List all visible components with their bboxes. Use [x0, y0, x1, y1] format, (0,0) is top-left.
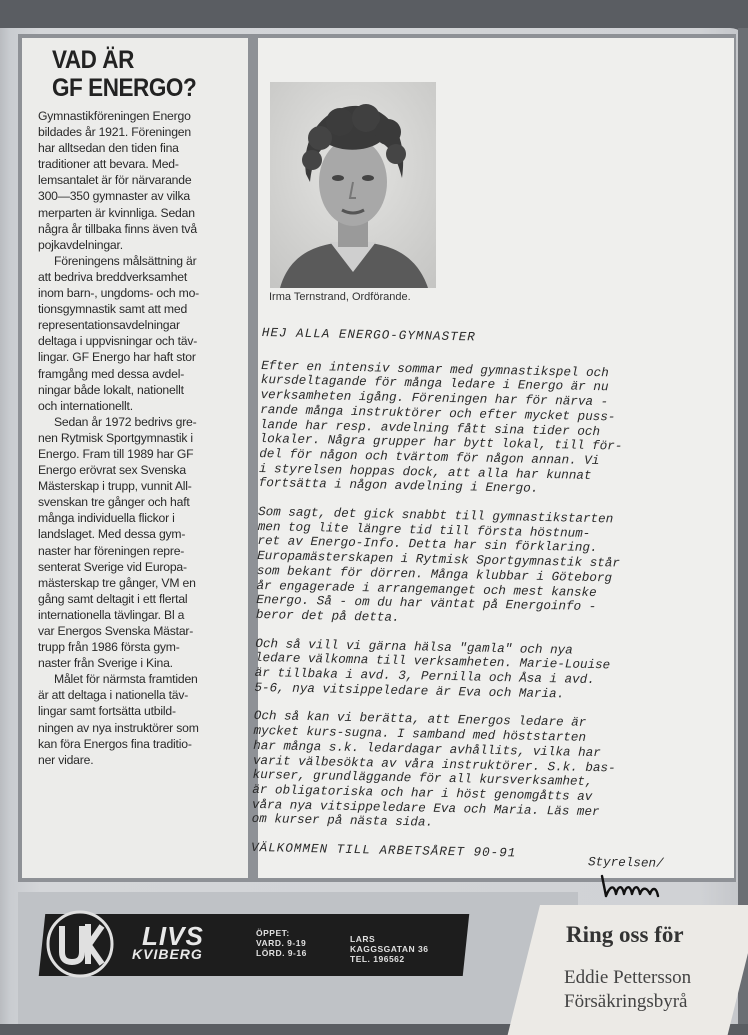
ad-eddie-text: Eddie Pettersson Försäkringsbyrå	[564, 967, 692, 1012]
left-paragraph: Målet för närmsta framtiden är att deltaga i nationella täv- lingar samt fortsätta utbild- ningen av nya instruktörer som kan föra Energos fina traditio- ner vidare.	[38, 672, 199, 767]
portrait-photo	[270, 82, 436, 288]
page-edge-shadow	[738, 28, 748, 1024]
ad-address: LARS KAGGSGATAN 36 TEL. 196562	[350, 934, 429, 964]
letter-signoff: Styrelsen/	[587, 855, 664, 871]
handwritten-signature	[598, 872, 678, 902]
left-paragraph: Sedan år 1972 bedrivs gre- nen Rytmisk Sportgymnastik i Energo. Fram till 1989 har GF Energo erövrat sex Svenska Mästerskap i trupp, vunnit All- svenskan tre gånger och haft många individuella flickor i landslaget. Med dessa gym- naster har föreningen repre- senterat Sverige vid Europa- mästerskap tre gånger, VM en gång samt deltagit i ett flertal internationella tävlingar. Bl a var Energos Svenska Mästar- trupp från 1986 första gym- naster från Sverige i Kina.	[38, 414, 197, 671]
portrait-illustration	[270, 82, 436, 288]
ad-brand-kviberg: KVIBERG	[132, 946, 203, 962]
letter-paragraph: Efter en intensiv sommar med gymnastikspel och kursdeltagande för många ledare i Energo är nu verksamheten igång. Föreningen har för närva - rande många instruktörer och efter mycket puss- lande har resp. avdelning fått sina tider och lokaler. Några grupper har bytt lokal, till för- del för någon och tvärtom för någon annan. Vi i styrelsen hoppas dock, att alla har kunnat fortsätta i någon avdelning i Energo.	[258, 358, 623, 497]
left-paragraph: Föreningens målsättning är att bedriva breddverksamhet inom barn-, ungdoms- och mo- tionsgymnastik samt att med representationsavdelningar deltaga i uppvisningar och täv- lingar. GF Energo har haft stor framgång med dessa avdel- ningar både lokalt, nationellt och internationellt.	[38, 253, 200, 413]
letter-paragraph: Och så vill vi gärna hälsa "gamla" och nya ledare välkomna till verksamheten. Marie-Louise är tillbaka i avd. 3, Pernilla och Åsa i avd. 5-6, nya vitsippeledare är Eva och Maria.	[254, 636, 611, 702]
photo-caption: Irma Ternstrand, Ordförande.	[269, 291, 411, 303]
ad-brand-livs: LIVS	[142, 921, 204, 951]
letter-closing: VÄLKOMMEN TILL ARBETSÅRET 90-91	[250, 840, 517, 861]
ad-ring-headline: Ring oss för	[566, 922, 684, 947]
letter-body	[251, 326, 694, 879]
ad-opening-hours: ÖPPET: VARD. 9-19 LÖRD. 9-16	[256, 928, 307, 958]
letter-paragraph: Som sagt, det gick snabbt till gymnastikstarten men tog lite längre tid till första höstnum- ret av Energo-Info. Detta har sin förklaring. Europamästerskapen i Rytmisk Sportgymnastik står som bekant för dörren. Många klubbar i Göteborg år engagerade i arrangemanget och mest kanske Energo. Så - om du har väntat på Energoinfo - beror det på detta.	[255, 504, 621, 625]
uk-logo-icon	[40, 908, 120, 980]
letter-paragraph: Och så kan vi berätta, att Energos ledare är mycket kurs-sugna. I samband med höststarten har många s.k. ledardagar avhållits, vilka har varit välbesökta av våra instruktörer. S.k. bas- kurser, grundläggande för all kursverksamhet, är obligatoriska och har i höst genomgåtts av våra nya vitsippeledare Eva och Maria. Läs mer om kurser på nästa sida.	[251, 709, 616, 831]
letter-greeting: HEJ ALLA ENERGO-GYMNASTER	[261, 326, 476, 345]
article-headline: VAD ÄR GF ENERGO?	[52, 46, 197, 102]
left-paragraph: Gymnastikföreningen Energo bildades år 1921. Föreningen har alltsedan den tiden fina traditioner att bevara. Med- lemsantalet är för närvarande 300—350 gymnaster av vilka merparten är kvinnliga. Sedan några år tillbaka finns även två pojkavdelningar.	[38, 109, 197, 252]
left-column	[22, 38, 248, 878]
